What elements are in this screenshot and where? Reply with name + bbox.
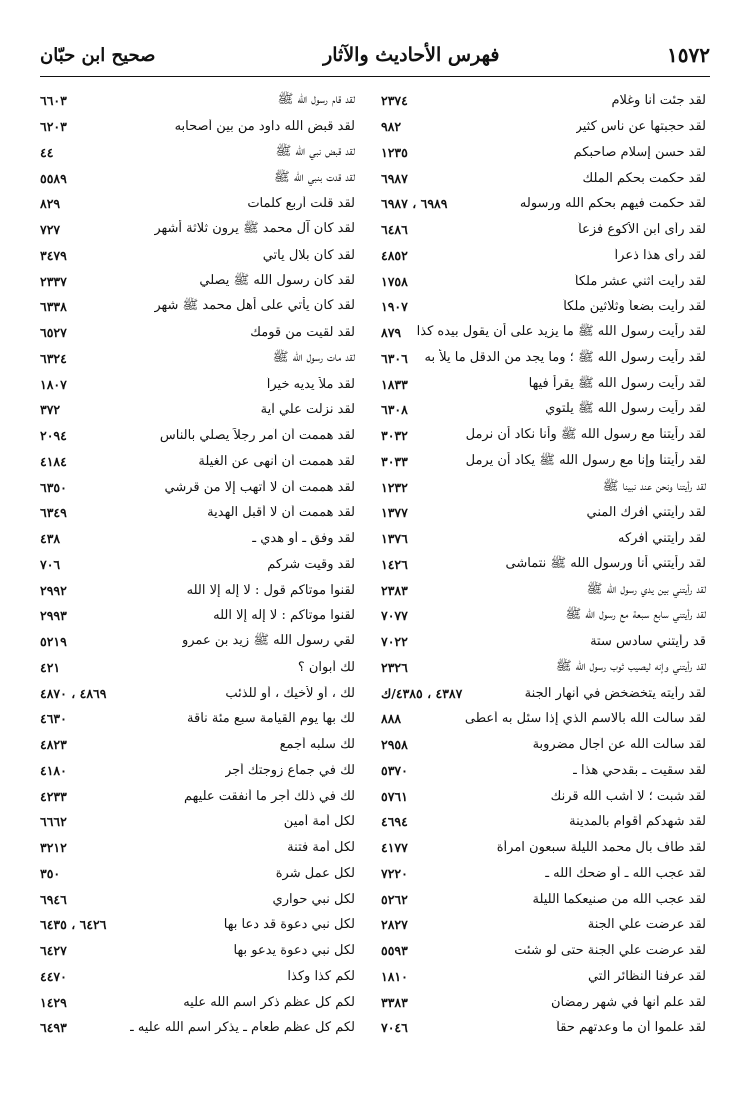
hadith-number: ٢٣٨٣ — [381, 582, 408, 598]
index-entry — [381, 886, 706, 912]
left-column — [40, 88, 373, 1041]
hadith-number: ٤٦٣٠ — [40, 711, 67, 727]
hadith-number: ٦٦٦٢ — [40, 814, 67, 830]
hadith-number: ٦٣٢٤ — [40, 350, 67, 366]
index-entry — [381, 758, 706, 784]
index-entry — [381, 371, 706, 397]
hadith-number: ٣٠٣٣ — [381, 453, 408, 469]
hadith-number: ٦٦٠٣ — [40, 93, 67, 109]
index-entry — [40, 268, 355, 294]
hadith-number: ٥٣٧٠ — [381, 762, 408, 778]
index-entry — [381, 603, 706, 629]
hadith-number: ٦٤٢٦ ، ٦٤٣٥ — [40, 917, 107, 933]
index-entry — [40, 886, 355, 912]
hadith-text: لقد رأيتني أنا ورسول الله ﷺ نتماشى — [505, 555, 706, 571]
hadith-number: ٤١٧٧ — [381, 840, 408, 856]
index-entry — [381, 268, 706, 294]
hadith-text: لقد عرفنا النظائر التي — [587, 968, 706, 984]
hadith-text: لقد هممت أن لا أقبل الهدية — [207, 505, 355, 521]
index-entry — [40, 1015, 355, 1041]
hadith-text: لقد رأيتني بين يدي رسول الله ﷺ — [586, 581, 706, 597]
hadith-text: لقد هممت أن لا أتهب إلا من قرشي — [164, 479, 355, 495]
hadith-number: ١٨٠٧ — [40, 376, 67, 392]
index-entry — [40, 371, 355, 397]
hadith-number: ٤٤٧٠ — [40, 968, 67, 984]
hadith-number: ١٣٧٧ — [381, 505, 408, 521]
hadith-number: ١٢٣٥ — [381, 144, 408, 160]
hadith-number: ٤٢١ — [40, 659, 61, 675]
hadith-text: لقنوا موتاكم قول : لا إله إلا الله — [186, 582, 355, 598]
hadith-number: ٧٢٧ — [40, 222, 61, 238]
hadith-text: لقد نزلت علي آية — [260, 402, 355, 418]
hadith-number: ٧٢٢٠ — [381, 865, 408, 881]
hadith-text: لقد كان آل محمد ﷺ يرون ثلاثة أشهر — [154, 221, 355, 237]
hadith-text: لقد حكمت فيهم بحكم الله ورسوله — [519, 196, 706, 212]
hadith-text: قد رأيتني سادس ستة — [590, 634, 706, 650]
hadith-number: ٨٧٩ — [381, 325, 402, 341]
index-entry — [381, 835, 706, 861]
hadith-number: ٦٩٨٩ ، ٦٩٨٧ — [381, 196, 448, 212]
hadith-text: لقد وقيت شركم — [267, 556, 355, 572]
hadith-text: لكم كل عظم طعام ـ يذكر اسم الله عليه ـ — [129, 1020, 355, 1036]
index-entry — [40, 191, 355, 217]
index-entry — [381, 680, 706, 706]
index-entry — [40, 706, 355, 732]
index-entry — [40, 861, 355, 887]
hadith-text: لقد قام رسول الله ﷺ — [277, 92, 355, 108]
index-entry — [381, 912, 706, 938]
index-entry — [40, 217, 355, 243]
hadith-number: ١٣٧٦ — [381, 531, 408, 547]
hadith-number: ٨٢٩ — [40, 196, 61, 212]
index-entry — [40, 88, 355, 114]
hadith-text: لقد عرضت علي الجنة حتى لو شئت — [514, 943, 706, 959]
hadith-number: ٦٢٠٣ — [40, 119, 67, 135]
right-column — [373, 88, 706, 1041]
index-entry — [381, 294, 706, 320]
hadith-text: لقي رسول الله ﷺ زيد بن عمرو — [181, 633, 355, 649]
hadith-number: ٦٤٩٣ — [40, 1020, 67, 1036]
hadith-text: لقد كان بلال يأتي — [262, 247, 355, 263]
hadith-text: لقد قدت بنبي الله ﷺ — [274, 169, 355, 185]
hadith-text: لقد علم أنها في شهر رمضان — [550, 994, 706, 1010]
index-entry — [40, 243, 355, 269]
index-entry — [40, 552, 355, 578]
hadith-number: ٤٣٨ — [40, 531, 61, 547]
hadith-text: لقد رأيتنا ونحن عند نبينا ﷺ — [602, 478, 706, 494]
hadith-number: ٦٣٠٦ — [381, 350, 408, 366]
hadith-number: ٤٣٨٧ ، ٤٣٨٥/ك — [381, 685, 463, 701]
index-entry — [40, 912, 355, 938]
index-entry — [381, 964, 706, 990]
hadith-text: لك سلبه أجمع — [279, 737, 355, 753]
index-entry — [381, 809, 706, 835]
index-entry — [40, 732, 355, 758]
index-entry — [381, 165, 706, 191]
hadith-number: ٦٤٢٧ — [40, 943, 67, 959]
hadith-number: ٢٩٥٨ — [381, 737, 408, 753]
index-entry — [40, 835, 355, 861]
hadith-number: ٥٧٦١ — [381, 788, 408, 804]
index-entry — [40, 500, 355, 526]
index-entry — [40, 603, 355, 629]
hadith-number: ٤٢٣٣ — [40, 788, 67, 804]
hadith-number: ٣٠٣٢ — [381, 428, 408, 444]
hadith-number: ١٨٣٣ — [381, 376, 408, 392]
hadith-text: لقد عرضت علي الجنة — [587, 917, 706, 933]
hadith-text: لقد رأيتني سابع سبعة مع رسول الله ﷺ — [565, 607, 706, 623]
header-rule — [40, 76, 710, 77]
hadith-text: لقد سقيت ـ بقدحي هذا ـ — [573, 762, 706, 778]
hadith-number: ١٨١٠ — [381, 968, 408, 984]
hadith-number: ١٤٢٦ — [381, 556, 408, 572]
index-columns — [40, 88, 706, 1041]
book-title: صحيح ابن حبّان — [40, 44, 156, 66]
index-entry — [381, 655, 706, 681]
index-entry — [381, 423, 706, 449]
hadith-text: لقد رأيتني أفرك المني — [586, 505, 706, 521]
index-entry — [40, 449, 355, 475]
page-number: ١٥٧٢ — [667, 43, 710, 67]
index-entry — [40, 964, 355, 990]
hadith-text: لقد علموا أن ما وعدتهم حقاً — [556, 1020, 706, 1036]
hadith-number: ٧٠٢٢ — [381, 634, 408, 650]
hadith-text: لقد حسن إسلام صاحبكم — [573, 144, 706, 160]
hadith-number: ٤٨٢٣ — [40, 737, 67, 753]
hadith-text: لكل نبي دعوة يدعو بها — [233, 943, 355, 959]
hadith-text: لقد عجب الله ـ أو ضحك الله ـ — [545, 865, 706, 881]
hadith-text: لقد هممت أن آمر رجلاً يصلي بالناس — [159, 428, 355, 444]
hadith-text: لقد رأيتني وإنه ليصيب ثوب رسول الله ﷺ — [555, 658, 706, 674]
hadith-number: ٢٣٧٤ — [381, 93, 408, 109]
index-entry — [40, 758, 355, 784]
index-entry — [381, 552, 706, 578]
hadith-number: ١٤٢٩ — [40, 994, 67, 1010]
hadith-number: ٧٠٦ — [40, 556, 61, 572]
hadith-text: لقد سألت الله بالاسم الذي إذا سئل به أعطى — [464, 711, 706, 727]
index-entry — [381, 861, 706, 887]
index-entry — [40, 114, 355, 140]
hadith-text: لقد رأيتنا مع رسول الله ﷺ وأنا نكاد أن نرمل — [465, 427, 706, 443]
hadith-number: ٥٢٦٢ — [381, 891, 408, 907]
hadith-text: لكل أمة فتنة — [287, 840, 355, 856]
hadith-number: ٤١٨٤ — [40, 453, 67, 469]
index-entry — [40, 809, 355, 835]
hadith-number: ٢٨٢٧ — [381, 917, 408, 933]
index-entry — [381, 732, 706, 758]
index-entry — [381, 140, 706, 166]
index-entry — [381, 783, 706, 809]
hadith-number: ٧٠٤٦ — [381, 1020, 408, 1036]
hadith-number: ٦٤٨٦ — [381, 222, 408, 238]
index-entry — [40, 989, 355, 1015]
hadith-text: لقد عجب الله من صنيعكما الليلة — [532, 891, 706, 907]
hadith-text: لقد سألت الله عن آجال مضروبة — [532, 737, 706, 753]
hadith-text: لقد شهدكم أقوام بالمدينة — [569, 814, 706, 830]
hadith-text: لقد لقيت من قومك — [250, 325, 355, 341]
index-entry — [381, 500, 706, 526]
hadith-number: ٢٣٢٦ — [381, 659, 408, 675]
hadith-text: لقد وفق ـ أو هدي ـ — [252, 531, 355, 547]
index-entry — [40, 629, 355, 655]
hadith-text: لقد رأى ابن الأكوع فزعاً — [578, 222, 706, 238]
hadith-number: ٢٩٩٣ — [40, 608, 67, 624]
hadith-text: لقد طاف بآل محمد الليلة سبعون امرأة — [496, 840, 706, 856]
hadith-text: لقد حكمت بحكم الملك — [582, 170, 706, 186]
index-entry — [381, 577, 706, 603]
index-entry — [381, 989, 706, 1015]
index-entry — [40, 423, 355, 449]
hadith-number: ٥٢١٩ — [40, 634, 67, 650]
hadith-number: ٤٨٥٢ — [381, 247, 408, 263]
hadith-text: لقد رأيتنا وإنا مع رسول الله ﷺ يكاد أن يرمل — [465, 452, 706, 468]
index-entry — [381, 526, 706, 552]
index-entry — [381, 449, 706, 475]
hadith-number: ١٩٠٧ — [381, 299, 408, 315]
page-title: فهرس الأحاديث والآثار — [323, 44, 500, 66]
hadith-text: لقد رأيت بضعاً وثلاثين ملكاً — [563, 299, 706, 315]
hadith-number: ٢٩٩٢ — [40, 582, 67, 598]
hadith-text: لك في ذلك أجر ما أنفقت عليهم — [184, 788, 355, 804]
hadith-text: لكم كذا وكذا — [287, 968, 355, 984]
hadith-number: ١٧٥٨ — [381, 273, 408, 289]
hadith-text: لكل أمة أمين — [283, 814, 355, 830]
hadith-number: ٦٩٨٧ — [381, 170, 408, 186]
hadith-text: لقد رأيت رسول الله ﷺ ؛ وما يجد من الدقل ما يلأ به — [424, 349, 706, 365]
hadith-number: ٣٢١٢ — [40, 840, 67, 856]
hadith-text: لقد رأيت اثني عشر ملكاً — [574, 273, 706, 289]
hadith-number: ٦٣٠٨ — [381, 402, 408, 418]
index-entry — [40, 140, 355, 166]
index-entry — [40, 526, 355, 552]
hadith-number: ٦٩٤٦ — [40, 891, 67, 907]
hadith-text: لكل نبي حواري — [272, 891, 355, 907]
hadith-number: ٣٥٠ — [40, 865, 61, 881]
hadith-number: ٦٥٢٧ — [40, 325, 67, 341]
index-entry — [40, 938, 355, 964]
hadith-number: ٣٤٧٩ — [40, 247, 67, 263]
index-entry — [381, 243, 706, 269]
hadith-number: ٣٣٨٣ — [381, 994, 408, 1010]
index-entry — [381, 629, 706, 655]
index-entry — [40, 320, 355, 346]
hadith-text: لقد ملأ يديه خيراً — [266, 376, 355, 392]
hadith-number: ٩٨٢ — [381, 119, 402, 135]
index-entry — [381, 706, 706, 732]
index-entry — [381, 88, 706, 114]
index-entry — [381, 938, 706, 964]
hadith-text: لقد رأى هذا ذعراً — [614, 247, 706, 263]
hadith-number: ٤١٨٠ — [40, 762, 67, 778]
hadith-number: ٧٠٧٧ — [381, 608, 408, 624]
hadith-text: لقد رأيتني أفركه — [618, 531, 706, 547]
hadith-text: لقد كان رسول الله ﷺ يصلي — [199, 272, 355, 288]
index-entry — [40, 577, 355, 603]
hadith-text: لكل عمل شرة — [275, 865, 355, 881]
hadith-text: لكم كل عظم ذكر اسم الله عليه — [183, 994, 355, 1010]
index-entry — [381, 474, 706, 500]
hadith-text: لقد كان يأتي على أهل محمد ﷺ شهر — [154, 298, 355, 314]
index-entry — [40, 680, 355, 706]
hadith-number: ٤٦٩٤ — [381, 814, 408, 830]
hadith-text: لقنوا موتاكم : لا إله إلا الله — [213, 608, 355, 624]
index-entry — [40, 397, 355, 423]
index-entry — [381, 397, 706, 423]
index-entry — [381, 320, 706, 346]
hadith-text: لك بها يوم القيامة سبع مئة ناقة — [187, 711, 355, 727]
hadith-number: ٢٣٣٧ — [40, 273, 67, 289]
hadith-text: لقد جئت أنا وغلام — [611, 93, 706, 109]
hadith-text: لقد مات رسول الله ﷺ — [272, 349, 355, 365]
index-entry — [40, 655, 355, 681]
hadith-number: ١٢٣٢ — [381, 479, 408, 495]
index-entry — [381, 191, 706, 217]
hadith-number: ٦٣٣٨ — [40, 299, 67, 315]
hadith-text: لقد قبض نبي الله ﷺ — [275, 143, 355, 159]
hadith-text: لقد رأيت رسول الله ﷺ يقرأ فيها — [528, 375, 706, 391]
hadith-text: لقد قلت أربع كلمات — [247, 196, 355, 212]
hadith-number: ٦٣٥٠ — [40, 479, 67, 495]
hadith-number: ٥٥٨٩ — [40, 170, 67, 186]
hadith-number: ٦٣٤٩ — [40, 505, 67, 521]
hadith-text: لقد حجبتها عن ناس كثير — [575, 119, 706, 135]
index-entry — [381, 217, 706, 243]
hadith-text: لقد شبت ؛ لا أشب الله قرنك — [550, 788, 706, 804]
hadith-text: لقد رأيت رسول الله ﷺ ما يزيد على أن يقول بيده كذا — [416, 324, 706, 340]
index-entry — [40, 165, 355, 191]
index-entry — [381, 346, 706, 372]
hadith-number: ٥٥٩٣ — [381, 943, 408, 959]
index-entry — [381, 114, 706, 140]
index-entry — [40, 474, 355, 500]
hadith-text: لك ، أو لأخيك ، أو للذئب — [225, 685, 355, 701]
hadith-text: لقد هممت أن أنهى عن الغيلة — [198, 453, 355, 469]
hadith-text: لقد رأيته يتخضخض في أنهار الجنة — [524, 685, 706, 701]
page-header — [40, 38, 710, 72]
hadith-text: لقد رأيت رسول الله ﷺ يلتوي — [545, 401, 706, 417]
hadith-number: ٤٨٦٩ ، ٤٨٧٠ — [40, 685, 107, 701]
hadith-number: ٨٨٨ — [381, 711, 402, 727]
index-entry — [381, 1015, 706, 1041]
hadith-number: ٤٤ — [40, 144, 54, 160]
index-entry — [40, 783, 355, 809]
hadith-text: لقد قبض الله داود من بين أصحابه — [174, 119, 355, 135]
hadith-number: ٢٠٩٤ — [40, 428, 67, 444]
hadith-text: لك أبوان ؟ — [297, 659, 355, 675]
hadith-number: ٣٧٢ — [40, 402, 61, 418]
index-entry — [40, 346, 355, 372]
index-entry — [40, 294, 355, 320]
hadith-text: لكل نبي دعوة قد دعا بها — [223, 917, 355, 933]
hadith-text: لك في جماع زوجتك أجر — [224, 762, 355, 778]
